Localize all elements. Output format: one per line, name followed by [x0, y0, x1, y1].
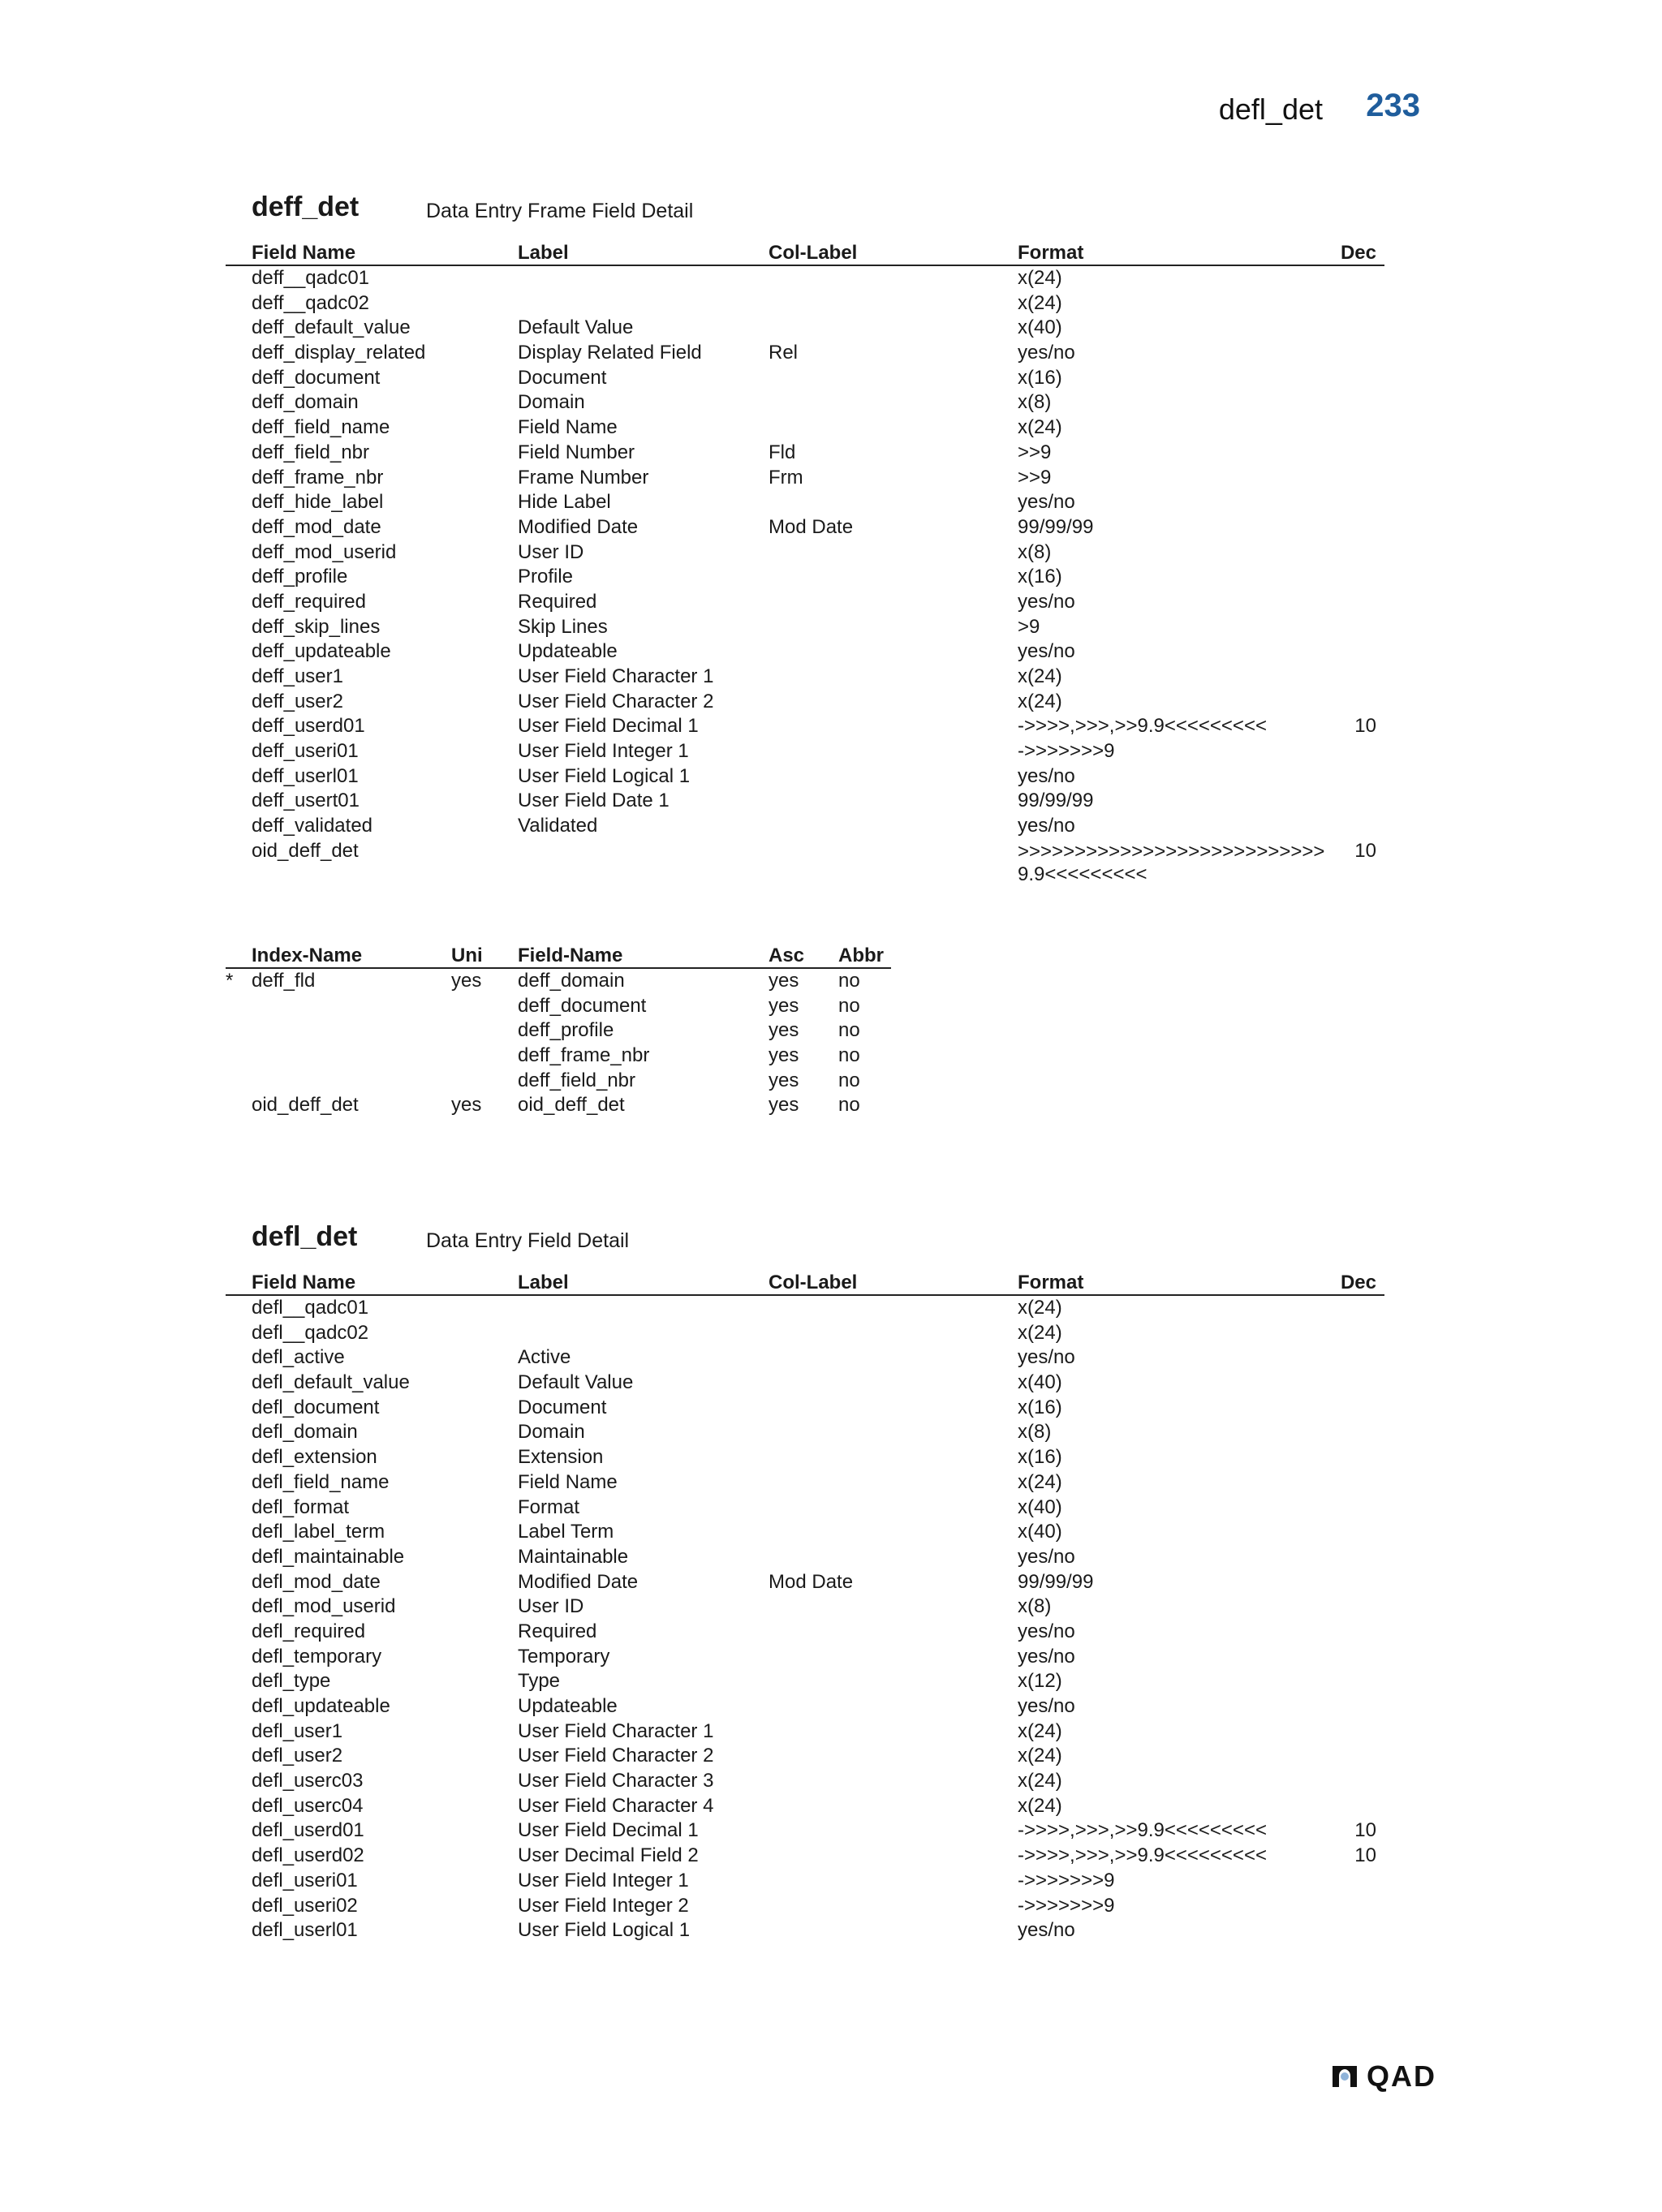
field-format: >>>>>>>>>>>>>>>>>>>>>>>>>>>9.9<<<<<<<<< — [1018, 840, 1325, 885]
field-label: Updateable — [518, 1695, 618, 1717]
field-label: Document — [518, 1396, 607, 1418]
table-header — [226, 240, 1384, 266]
table-row — [226, 590, 1384, 615]
table-row — [226, 466, 1384, 491]
table-header — [226, 1270, 1384, 1296]
field-label: Validated — [518, 815, 598, 837]
col-header-col-label: Col-Label — [769, 1272, 858, 1293]
qad-logo-icon — [1329, 2063, 1360, 2090]
qad-logo — [1329, 2061, 1451, 2094]
col-header-dec: Dec — [1340, 1272, 1376, 1293]
field-name: deff_skip_lines — [252, 615, 381, 638]
field-format: x(24) — [1018, 1470, 1062, 1493]
field-format: yes/no — [1018, 1620, 1075, 1642]
field-format: x(24) — [1018, 1745, 1062, 1767]
field-label: Extension — [518, 1446, 604, 1469]
field-format: x(16) — [1018, 566, 1062, 588]
field-label: Temporary — [518, 1645, 610, 1668]
field-format: ->>>>>>>9 — [1018, 740, 1115, 763]
field-label: User Field Character 2 — [518, 690, 714, 712]
field-format: yes/no — [1018, 590, 1075, 613]
field-name: deff_document — [252, 366, 381, 389]
field-dec: 10 — [1354, 1819, 1376, 1842]
table-row — [226, 1470, 1384, 1495]
field-format: yes/no — [1018, 1545, 1075, 1568]
field-label: User Field Logical 1 — [518, 1919, 691, 1942]
field-dec: 10 — [1354, 839, 1376, 862]
field-label: Domain — [518, 391, 585, 414]
col-header-asc: Asc — [769, 945, 805, 966]
table-row — [226, 266, 1384, 291]
index-body — [226, 969, 891, 1118]
index-unique: yes — [451, 970, 482, 992]
field-name: defl_extension — [252, 1446, 377, 1469]
field-name: defl_userc03 — [252, 1770, 364, 1792]
field-label: User Field Integer 1 — [518, 1869, 689, 1891]
field-label: Maintainable — [518, 1545, 629, 1568]
field-format: ->>>>>>>9 — [1018, 1869, 1115, 1891]
field-name: deff_user1 — [252, 665, 343, 687]
field-col-label: Frm — [769, 466, 803, 488]
field-name: deff_required — [252, 590, 366, 613]
field-label: User Field Character 1 — [518, 665, 714, 687]
table-title: defl_det — [252, 1221, 358, 1252]
field-label: Label Term — [518, 1521, 614, 1543]
field-format: x(24) — [1018, 267, 1062, 289]
table-row — [226, 1321, 1384, 1346]
field-label: Modified Date — [518, 515, 639, 538]
table-row — [226, 639, 1384, 665]
table-row — [226, 1669, 1384, 1694]
field-name: defl_mod_userid — [252, 1595, 396, 1618]
table-body — [226, 1296, 1384, 1943]
field-format: x(8) — [1018, 1421, 1052, 1444]
field-format: ->>>>,>>>,>>9.9<<<<<<<<< — [1018, 715, 1267, 738]
field-label: User Field Integer 2 — [518, 1894, 689, 1917]
field-format: x(24) — [1018, 416, 1062, 439]
field-format: x(40) — [1018, 1495, 1062, 1518]
field-name: defl_maintainable — [252, 1545, 405, 1568]
field-label: Field Name — [518, 1470, 618, 1493]
index-asc: yes — [769, 994, 799, 1017]
col-header-format: Format — [1018, 242, 1084, 264]
table-row — [226, 1894, 1384, 1919]
field-name: deff_updateable — [252, 640, 391, 663]
field-name: defl_userd01 — [252, 1819, 364, 1842]
col-header-uni: Uni — [451, 945, 483, 966]
field-format: x(24) — [1018, 1719, 1062, 1742]
field-name: deff_userd01 — [252, 715, 365, 738]
field-format: x(40) — [1018, 1371, 1062, 1394]
deff-index-table — [226, 943, 891, 1118]
table-row — [226, 1396, 1384, 1421]
table-body — [226, 266, 1384, 884]
field-label: User ID — [518, 540, 584, 563]
index-header — [226, 943, 891, 969]
index-abbr: no — [838, 1069, 860, 1091]
field-format: 99/99/99 — [1018, 515, 1094, 538]
field-dec: 10 — [1354, 1844, 1376, 1867]
field-label: User Field Integer 1 — [518, 740, 689, 763]
field-name: deff_mod_date — [252, 515, 381, 538]
field-name: oid_deff_det — [252, 839, 359, 862]
field-label: Default Value — [518, 1371, 634, 1394]
table-row — [226, 341, 1384, 366]
field-name: defl_updateable — [252, 1695, 390, 1717]
field-name: defl_label_term — [252, 1521, 385, 1543]
field-format: 99/99/99 — [1018, 790, 1094, 812]
table-row — [226, 1545, 1384, 1570]
field-format: x(24) — [1018, 1794, 1062, 1817]
field-name: defl_userl01 — [252, 1919, 358, 1942]
field-format: x(40) — [1018, 1521, 1062, 1543]
field-format: >>9 — [1018, 441, 1052, 463]
field-name: defl_useri02 — [252, 1894, 358, 1917]
col-header-label: Label — [518, 242, 569, 264]
field-label: Required — [518, 1620, 597, 1642]
field-name: defl_required — [252, 1620, 366, 1642]
field-name: deff_user2 — [252, 690, 343, 712]
field-name: deff_field_name — [252, 416, 390, 439]
col-header-field-name: Field Name — [252, 1272, 356, 1293]
field-label: Modified Date — [518, 1570, 639, 1593]
field-format: >>9 — [1018, 466, 1052, 488]
field-label: User Field Decimal 1 — [518, 1819, 699, 1842]
col-header-col-label: Col-Label — [769, 242, 858, 264]
field-label: Field Number — [518, 441, 635, 463]
field-format: yes/no — [1018, 764, 1075, 787]
field-name: deff_field_nbr — [252, 441, 370, 463]
field-label: Frame Number — [518, 466, 649, 488]
table-row — [226, 1744, 1384, 1769]
index-field-name: deff_document — [518, 994, 647, 1017]
field-format: x(8) — [1018, 540, 1052, 563]
col-header-dec: Dec — [1340, 242, 1376, 264]
col-header-label: Label — [518, 1272, 569, 1293]
field-name: defl_mod_date — [252, 1570, 381, 1593]
field-name: defl_document — [252, 1396, 380, 1418]
col-header-index-name: Index-Name — [252, 945, 363, 966]
field-name: defl_temporary — [252, 1645, 382, 1668]
field-name: defl_format — [252, 1495, 350, 1518]
field-format: x(16) — [1018, 1396, 1062, 1418]
field-label: User ID — [518, 1595, 584, 1618]
field-label: User Field Logical 1 — [518, 764, 691, 787]
table-row — [226, 665, 1384, 690]
field-name: deff__qadc01 — [252, 267, 370, 289]
field-name: defl_user2 — [252, 1745, 343, 1767]
table-row — [226, 1420, 1384, 1445]
field-label: User Field Character 2 — [518, 1745, 714, 1767]
table-row — [226, 515, 1384, 540]
index-asc: yes — [769, 1069, 799, 1091]
field-format: ->>>>>>>9 — [1018, 1894, 1115, 1917]
field-name: deff_userl01 — [252, 764, 359, 787]
index-row — [226, 1044, 891, 1069]
table-row — [226, 1818, 1384, 1844]
field-label: Required — [518, 590, 597, 613]
table-row — [226, 540, 1384, 566]
table-row — [226, 1645, 1384, 1670]
field-name: deff_display_related — [252, 342, 426, 364]
field-format: yes/no — [1018, 1919, 1075, 1942]
field-table — [226, 240, 1384, 884]
field-format: x(24) — [1018, 1770, 1062, 1792]
field-label: User Field Date 1 — [518, 790, 670, 812]
field-name: deff_profile — [252, 566, 348, 588]
field-name: defl_active — [252, 1346, 345, 1369]
field-format: x(16) — [1018, 366, 1062, 389]
index-row — [226, 969, 891, 994]
field-label: Document — [518, 366, 607, 389]
field-col-label: Mod Date — [769, 1570, 854, 1593]
table-row — [226, 764, 1384, 790]
table-row — [226, 490, 1384, 515]
field-format: x(24) — [1018, 1297, 1062, 1319]
index-field-name: deff_field_nbr — [518, 1069, 636, 1091]
field-label: User Field Character 1 — [518, 1719, 714, 1742]
field-format: yes/no — [1018, 1346, 1075, 1369]
field-name: deff_domain — [252, 391, 359, 414]
index-abbr: no — [838, 1019, 860, 1042]
running-head — [1120, 88, 1420, 128]
index-asc: yes — [769, 1019, 799, 1042]
table-row — [226, 1918, 1384, 1943]
field-name: deff__qadc02 — [252, 291, 370, 314]
field-col-label: Rel — [769, 342, 799, 364]
table-row — [226, 714, 1384, 739]
field-label: User Field Decimal 1 — [518, 715, 699, 738]
table-row — [226, 1371, 1384, 1396]
table-row — [226, 814, 1384, 839]
field-name: defl__qadc01 — [252, 1297, 369, 1319]
table-row — [226, 1570, 1384, 1595]
field-format: x(24) — [1018, 1321, 1062, 1344]
index-asc: yes — [769, 1044, 799, 1067]
field-format: yes/no — [1018, 491, 1075, 514]
logo-text: QAD — [1367, 2059, 1436, 2093]
table-row — [226, 441, 1384, 466]
index-abbr: no — [838, 1044, 860, 1067]
table-row — [226, 1694, 1384, 1719]
index-abbr: no — [838, 1094, 860, 1117]
table-row — [226, 789, 1384, 814]
table-title: deff_det — [252, 192, 360, 222]
field-format: x(40) — [1018, 316, 1062, 339]
field-format: >9 — [1018, 615, 1040, 638]
page-number: 233 — [1366, 88, 1420, 123]
field-name: defl_userc04 — [252, 1794, 364, 1817]
field-name: deff_frame_nbr — [252, 466, 384, 488]
field-format: ->>>>,>>>,>>9.9<<<<<<<<< — [1018, 1819, 1267, 1842]
table-row — [226, 1794, 1384, 1819]
field-label: User Decimal Field 2 — [518, 1844, 699, 1867]
table-row — [226, 1296, 1384, 1321]
field-format: x(12) — [1018, 1670, 1062, 1693]
index-abbr: no — [838, 994, 860, 1017]
index-field-name: oid_deff_det — [518, 1094, 625, 1117]
field-label: Active — [518, 1346, 571, 1369]
field-name: deff_mod_userid — [252, 540, 397, 563]
field-name: defl__qadc02 — [252, 1321, 369, 1344]
field-label: Hide Label — [518, 491, 611, 514]
field-dec: 10 — [1354, 715, 1376, 738]
field-col-label: Mod Date — [769, 515, 854, 538]
field-label: Field Name — [518, 416, 618, 439]
table-row — [226, 615, 1384, 640]
field-format: ->>>>,>>>,>>9.9<<<<<<<<< — [1018, 1844, 1267, 1867]
field-name: defl_type — [252, 1670, 331, 1693]
index-field-name: deff_domain — [518, 970, 625, 992]
table-row — [226, 415, 1384, 441]
table-description: Data Entry Frame Field Detail — [426, 200, 694, 222]
table-row — [226, 390, 1384, 415]
field-label: Domain — [518, 1421, 585, 1444]
index-row — [226, 1018, 891, 1044]
field-label: Profile — [518, 566, 574, 588]
field-label: User Field Character 4 — [518, 1794, 714, 1817]
field-format: yes/no — [1018, 640, 1075, 663]
index-unique: yes — [451, 1094, 482, 1117]
field-name: deff_validated — [252, 815, 373, 837]
field-label: Skip Lines — [518, 615, 608, 638]
table-row — [226, 739, 1384, 764]
col-header-format: Format — [1018, 1272, 1084, 1293]
table-row — [226, 1495, 1384, 1521]
table-row — [226, 316, 1384, 341]
field-name: deff_default_value — [252, 316, 411, 339]
field-name: deff_usert01 — [252, 790, 360, 812]
field-name: deff_useri01 — [252, 740, 359, 763]
col-header-field-name: Field-Name — [518, 945, 623, 966]
table-row — [226, 1345, 1384, 1371]
field-format: x(16) — [1018, 1446, 1062, 1469]
field-label: Type — [518, 1670, 561, 1693]
table-row — [226, 366, 1384, 391]
table-row — [226, 1620, 1384, 1645]
field-name: defl_domain — [252, 1421, 358, 1444]
primary-index-marker: * — [226, 970, 234, 992]
index-row — [226, 994, 891, 1019]
table-row — [226, 1445, 1384, 1470]
field-label: Display Related Field — [518, 342, 702, 364]
index-name: oid_deff_det — [252, 1094, 359, 1117]
field-label: Default Value — [518, 316, 634, 339]
field-format: yes/no — [1018, 1695, 1075, 1717]
table-row — [226, 839, 1384, 884]
field-format: x(8) — [1018, 391, 1052, 414]
table-row — [226, 565, 1384, 590]
field-name: defl_userd02 — [252, 1844, 364, 1867]
running-head-title: defl_det — [1218, 93, 1323, 126]
index-asc: yes — [769, 1094, 799, 1117]
field-format: yes/no — [1018, 815, 1075, 837]
col-header-abbr: Abbr — [838, 945, 884, 966]
table-row — [226, 1769, 1384, 1794]
field-name: deff_hide_label — [252, 491, 384, 514]
table-description: Data Entry Field Detail — [426, 1229, 630, 1252]
index-field-name: deff_profile — [518, 1019, 614, 1042]
field-format: 99/99/99 — [1018, 1570, 1094, 1593]
index-abbr: no — [838, 970, 860, 992]
field-format: x(24) — [1018, 291, 1062, 314]
index-row — [226, 1093, 891, 1118]
field-label: User Field Character 3 — [518, 1770, 714, 1792]
index-asc: yes — [769, 970, 799, 992]
table-row — [226, 690, 1384, 715]
table-row — [226, 1520, 1384, 1545]
field-format: yes/no — [1018, 1645, 1075, 1668]
field-name: defl_default_value — [252, 1371, 410, 1394]
field-format: x(8) — [1018, 1595, 1052, 1618]
field-table — [226, 1270, 1384, 1943]
field-name: defl_user1 — [252, 1719, 343, 1742]
table-row — [226, 1594, 1384, 1620]
table-row — [226, 1719, 1384, 1745]
field-label: Format — [518, 1495, 580, 1518]
field-col-label: Fld — [769, 441, 796, 463]
field-format: x(24) — [1018, 665, 1062, 687]
index-row — [226, 1069, 891, 1094]
table-row — [226, 291, 1384, 316]
index-name: deff_fld — [252, 970, 316, 992]
col-header-field-name: Field Name — [252, 242, 356, 264]
table-row — [226, 1869, 1384, 1894]
field-name: defl_useri01 — [252, 1869, 358, 1891]
table-row — [226, 1844, 1384, 1869]
index-field-name: deff_frame_nbr — [518, 1044, 650, 1067]
field-label: Updateable — [518, 640, 618, 663]
field-format: yes/no — [1018, 342, 1075, 364]
field-format: x(24) — [1018, 690, 1062, 712]
field-name: defl_field_name — [252, 1470, 390, 1493]
